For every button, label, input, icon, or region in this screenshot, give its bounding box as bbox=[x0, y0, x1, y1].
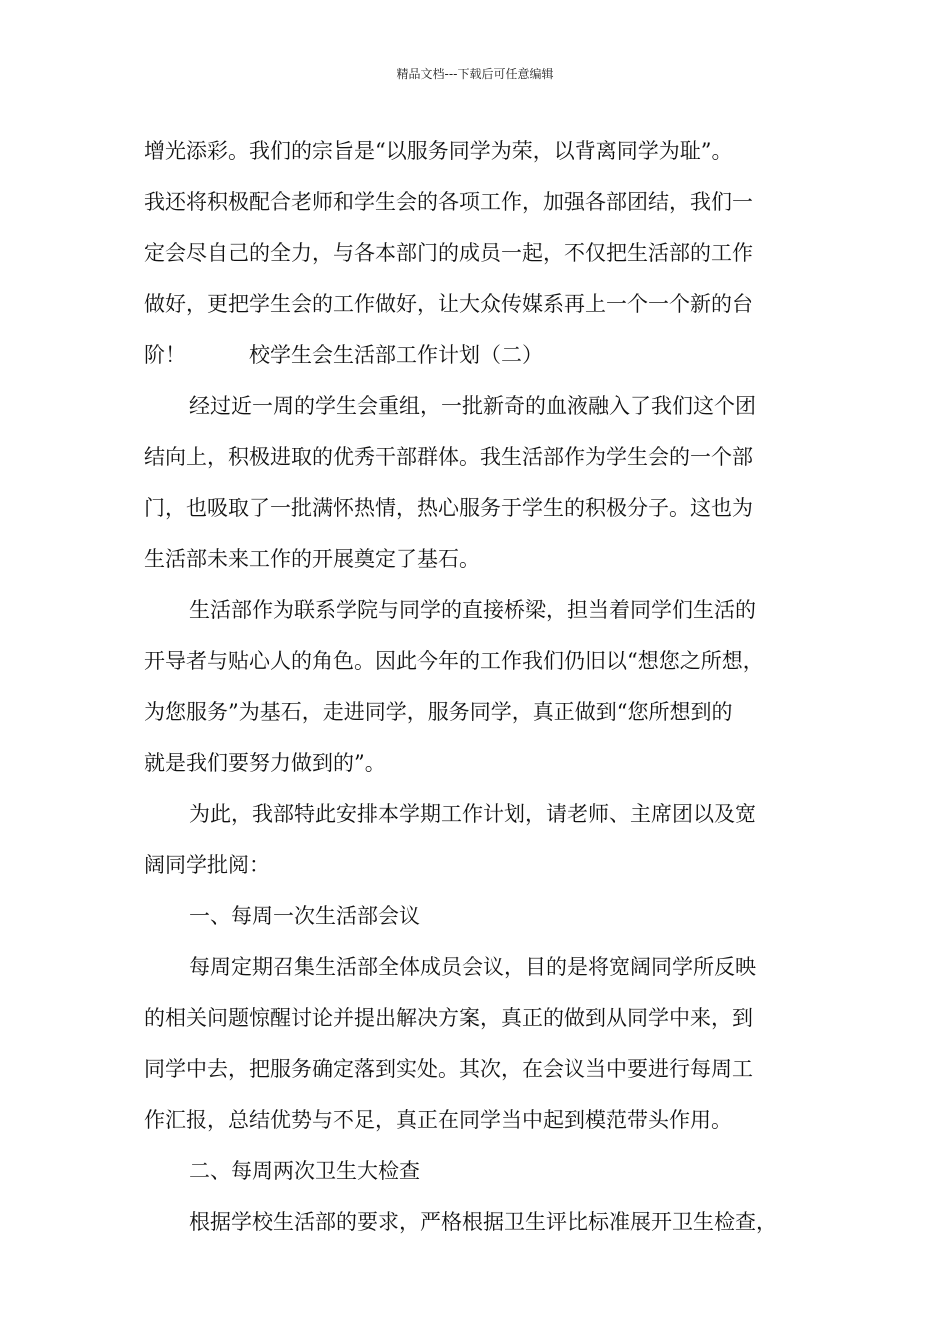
page-header: 精品文档---下载后可任意编辑 bbox=[396, 67, 554, 81]
paragraph-start: 生活部作为联系学院与同学的直接桥梁，担当着同学们生活的 bbox=[189, 598, 756, 622]
section-heading: 二、每周两次卫生大检查 bbox=[189, 1159, 420, 1183]
text-line: 做好，更把学生会的工作做好，让大众传媒系再上一个一个新的台 bbox=[144, 292, 753, 316]
text-line: 作汇报，总结优势与不足，真正在同学当中起到模范带头作用。 bbox=[144, 1108, 732, 1132]
paragraph-start: 为此，我部特此安排本学期工作计划，请老师、主席团以及宽 bbox=[189, 802, 756, 826]
text-line: 结向上，积极进取的优秀干部群体。我生活部作为学生会的一个部 bbox=[144, 445, 753, 469]
paragraph-start: 经过近一周的学生会重组，一批新奇的血液融入了我们这个团 bbox=[189, 394, 756, 418]
text-line: 生活部未来工作的开展奠定了基石。 bbox=[144, 547, 480, 571]
section-heading: 一、每周一次生活部会议 bbox=[189, 904, 420, 928]
text-line: 就是我们要努力做到的”。 bbox=[144, 751, 386, 775]
text-line: 阶！ 校学生会生活部工作计划（二） bbox=[144, 343, 543, 367]
text-line: 定会尽自己的全力，与各本部门的成员一起，不仅把生活部的工作 bbox=[144, 241, 753, 265]
paragraph-start: 每周定期召集生活部全体成员会议，目的是将宽阔同学所反映 bbox=[189, 955, 756, 979]
paragraph-start: 根据学校生活部的要求，严格根据卫生评比标准展开卫生检查， bbox=[189, 1210, 777, 1234]
text-line: 门，也吸取了一批满怀热情，热心服务于学生的积极分子。这也为 bbox=[144, 496, 753, 520]
text-line: 开导者与贴心人的角色。因此今年的工作我们仍旧以“想您之所想， bbox=[144, 649, 764, 673]
text-line: 阔同学批阅： bbox=[144, 853, 270, 877]
document-body bbox=[144, 126, 816, 1248]
text-line: 的相关问题惊醒讨论并提出解决方案，真正的做到从同学中来，到 bbox=[144, 1006, 753, 1030]
text-line: 我还将积极配合老师和学生会的各项工作，加强各部团结，我们一 bbox=[144, 190, 753, 214]
text-line: 为您服务”为基石，走进同学，服务同学，真正做到“您所想到的 bbox=[144, 700, 733, 724]
text-line: 同学中去，把服务确定落到实处。其次，在会议当中要进行每周工 bbox=[144, 1057, 753, 1081]
text-line: 增光添彩。我们的宗旨是“以服务同学为荣，以背离同学为耻”。 bbox=[144, 139, 733, 163]
